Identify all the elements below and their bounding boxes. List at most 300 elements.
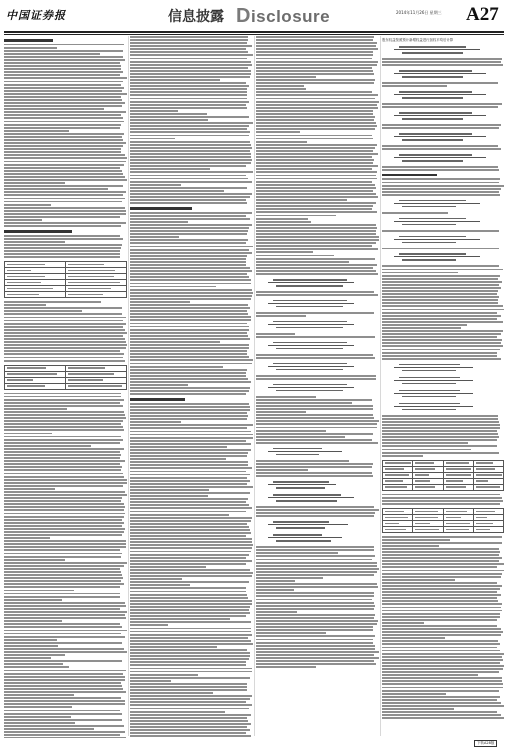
text-line [256,408,373,410]
text-line [4,310,82,312]
text-line [130,168,210,170]
table-cell [383,484,413,490]
text-line [130,141,250,143]
text-line [256,51,373,53]
text-line [130,489,209,491]
text-line [382,148,501,150]
text-line [256,205,373,207]
text-line [256,184,375,186]
text-line [256,626,373,628]
text-line [256,116,375,118]
text-line [4,210,126,212]
text-line [382,671,499,673]
text-line [256,354,373,356]
text-line [4,691,126,693]
text-line [256,67,372,69]
formula-part [394,239,479,240]
text-line [130,258,246,260]
text-line [382,640,498,642]
text-line [256,221,311,223]
text-line [4,81,123,83]
text-line [382,500,503,502]
text-line [4,335,123,337]
table-row [5,383,127,389]
text-line [256,248,378,250]
text-line [256,430,326,432]
text-line [382,415,498,417]
text-line [130,594,247,596]
table-cell [66,292,127,298]
text-line [4,323,126,325]
text-line [382,336,497,338]
text-line [256,433,373,435]
text-line [382,503,500,505]
text-line [256,632,326,634]
text-line [382,588,500,590]
formula [256,299,379,309]
text-line [4,451,120,453]
text-line [382,650,500,652]
text-line [382,677,502,679]
text-line [130,283,251,285]
text-line [382,607,501,609]
text-line [4,608,120,610]
formula-part [402,76,463,78]
text-line [382,600,498,602]
text-line [130,634,252,636]
formula-part [402,206,457,208]
text-line [130,449,251,451]
formula-part [402,409,457,411]
text-line [382,127,499,129]
text-line [382,585,502,587]
text-line [4,241,65,243]
text-line [130,421,181,423]
formula [256,480,379,490]
text-line [130,270,252,272]
text-line [130,526,249,528]
text-line [130,597,248,599]
text-line [256,571,377,573]
text-line [130,276,249,278]
text-line [256,135,372,137]
text-line [256,101,379,103]
text-line [4,688,123,690]
text-line [130,652,250,654]
disclosure-initial: D [236,5,251,27]
text-line [4,488,55,490]
text-line [382,536,502,538]
text-line [256,273,378,275]
text-line [130,618,230,620]
text-line [130,233,247,235]
text-line [256,156,372,158]
table-cell [443,484,473,490]
text-line [130,316,251,318]
text-line [256,614,375,616]
text-line [256,333,295,335]
text-line [382,212,448,214]
text-line [382,699,497,701]
text-line [130,42,247,44]
text-line [256,193,376,195]
table-cell [5,383,66,389]
text-line [130,541,252,543]
text-line [130,551,251,553]
text-column-4 [382,36,504,738]
text-line [256,239,379,241]
text-line [130,165,246,167]
text-line [130,101,249,103]
text-line [130,135,249,137]
text-line [256,165,378,167]
text-line [130,138,175,140]
text-line [4,562,127,564]
text-line [256,405,373,407]
text-line [130,147,252,149]
text-line [256,258,375,260]
text-column-3 [256,36,379,738]
text-line [4,614,125,616]
table-row [383,484,504,490]
text-line [130,239,248,241]
text-line [130,67,248,69]
text-line [4,454,121,456]
text-line [382,430,497,432]
text-line [4,247,121,249]
text-line [382,58,502,60]
text-line [4,605,126,607]
text-line [130,196,250,198]
text-line [256,602,374,604]
text-line [256,475,373,477]
text-line [382,64,503,66]
text-line [382,560,499,562]
text-line [256,645,375,647]
text-line [4,583,124,585]
text-line [4,457,120,459]
text-line [130,467,252,469]
text-line [130,393,246,395]
text-line [130,483,247,485]
text-line [382,551,500,553]
text-line [382,622,424,624]
text-line [382,315,501,317]
text-line [4,429,124,431]
text-line [130,279,251,281]
column-divider [254,36,255,736]
text-line [4,540,126,542]
text-line [130,70,251,72]
text-line [382,579,455,581]
text-line [4,139,123,141]
text-line [382,683,503,685]
formula [382,153,504,163]
text-line [382,85,447,87]
text-line [130,289,252,291]
text-line [4,494,127,496]
text-line [4,396,121,398]
text-line [130,252,252,254]
text-line [4,546,126,548]
text-line [256,460,349,462]
text-line [382,339,502,341]
text-line [130,646,217,648]
text-line [130,658,249,660]
text-line [382,545,439,547]
text-line [130,307,250,309]
text-line [256,654,374,656]
text-line [256,168,372,170]
masthead-rule-thin [4,34,504,35]
text-line [4,256,120,258]
text-line [256,153,378,155]
text-line [130,61,251,63]
text-line [382,557,502,559]
text-line [256,162,373,164]
text-line [256,639,373,641]
text-line [382,290,498,292]
text-line [382,318,497,320]
text-line [256,42,377,44]
text-line [382,302,498,304]
text-line [4,433,52,435]
text-line [4,207,125,209]
text-line [130,560,252,562]
text-line [256,294,378,296]
text-line [256,506,374,508]
text-line [4,350,120,352]
text-line [130,427,247,429]
text-line [256,215,336,217]
text-line [382,573,502,575]
text-line [256,76,316,78]
formula-part [402,97,463,99]
text-line [130,116,249,118]
text-line [130,412,247,414]
text-line [130,369,247,371]
text-line [256,54,373,56]
text-line [130,301,190,303]
text-line [130,529,250,531]
formula-part [399,403,460,405]
formula-part [402,370,457,372]
text-line [382,178,500,180]
text-line [4,528,125,530]
formula-part [276,540,331,542]
text-line [4,235,120,237]
text-line [256,663,376,665]
text-line [382,82,498,84]
text-line [4,317,126,319]
formula [256,362,379,372]
text-line [382,342,501,344]
text-line [256,648,375,650]
text-line [4,590,74,592]
formula-part [402,383,457,385]
text-line [256,187,376,189]
formula [256,320,379,330]
text-line [4,47,57,49]
text-line [256,617,374,619]
text-line [256,85,304,87]
text-line [256,61,378,63]
text-line [4,56,123,58]
text-line [256,147,375,149]
section-heading [4,39,53,42]
text-line [130,507,252,509]
text-line [382,275,500,277]
masthead-rule [4,31,504,33]
formula-part [268,303,354,304]
formula [256,533,379,543]
text-line [4,725,124,727]
formula-part [273,363,347,365]
text-line [4,436,121,438]
text-line [4,194,123,196]
text-line [256,657,379,659]
text-line [130,58,247,60]
text-line [130,113,207,115]
text-line [382,603,502,605]
text-line [256,141,307,143]
text-line [130,54,253,56]
text-line [130,569,250,571]
text-line [256,472,372,474]
text-line [4,426,123,428]
formula-part [276,390,344,392]
formula-part [268,451,342,452]
text-line [4,639,57,641]
text-line [4,44,124,46]
text-line [4,442,120,444]
text-line [4,71,123,73]
text-line [130,584,190,586]
text-line [256,436,345,438]
text-line [4,326,123,328]
text-line [130,125,249,127]
text-line [130,375,246,377]
text-line [4,332,127,334]
text-line [256,150,373,152]
text-line [130,714,251,716]
formula-part [276,369,344,371]
formula-part [276,327,344,329]
text-line [382,674,478,676]
text-line [256,251,313,253]
text-line [4,96,121,98]
text-line [382,182,499,184]
text-line [130,575,252,577]
text-line [382,124,501,126]
formula-part [394,49,479,50]
text-line [130,381,251,383]
formula-part [399,364,460,366]
text-line [4,574,122,576]
text-line [130,701,246,703]
text-line [382,680,502,682]
formula [382,363,504,373]
text-line [130,366,223,368]
formula-part [402,396,457,398]
text-line [382,305,503,307]
text-line [382,284,499,286]
text-line [4,728,94,730]
text-line [130,298,251,300]
text-line [4,93,127,95]
text-line [130,720,248,722]
text-line [4,329,125,331]
text-line [256,122,376,124]
text-line [4,102,125,104]
text-line [256,233,376,235]
table-cell [413,484,443,490]
text-line [4,660,122,662]
text-line [130,621,251,623]
text-line [130,98,247,100]
text-line [256,48,378,50]
text-line [256,181,372,183]
text-line [4,405,123,407]
text-line [256,469,308,471]
text-line [4,161,126,163]
text-line [4,722,75,724]
text-line [256,128,375,130]
newspaper-logo: 中国证券报 [6,9,66,22]
text-line [130,110,178,112]
text-line [382,539,450,541]
text-line [130,159,252,161]
text-line [4,460,125,462]
text-line [256,171,377,173]
formula-part [268,345,354,346]
text-line [382,582,497,584]
text-line [130,202,247,204]
text-line [4,700,125,702]
text-line [130,557,246,559]
text-line [256,509,379,511]
formula-part [402,118,463,120]
text-line [4,531,124,533]
text-line [4,244,122,246]
text-line [130,480,250,482]
text-line [382,436,499,438]
text-line [130,471,246,473]
text-line [256,599,372,601]
text-line [256,218,308,220]
text-line [256,666,316,668]
text-line [256,375,376,377]
text-line [4,737,126,738]
text-line [4,479,127,481]
text-line [4,164,124,166]
text-line [4,617,126,619]
text-line [382,625,497,627]
text-line [256,291,374,293]
formula-part [268,537,342,538]
text-line [256,629,373,631]
text-line [4,525,122,527]
text-line [382,631,503,633]
text-line [130,686,247,688]
formula-part [394,380,473,381]
formula-part [273,384,347,386]
text-line [4,506,125,508]
formula-part [399,218,466,220]
text-line [4,586,120,588]
text-line [130,162,251,164]
column-divider [128,36,129,736]
